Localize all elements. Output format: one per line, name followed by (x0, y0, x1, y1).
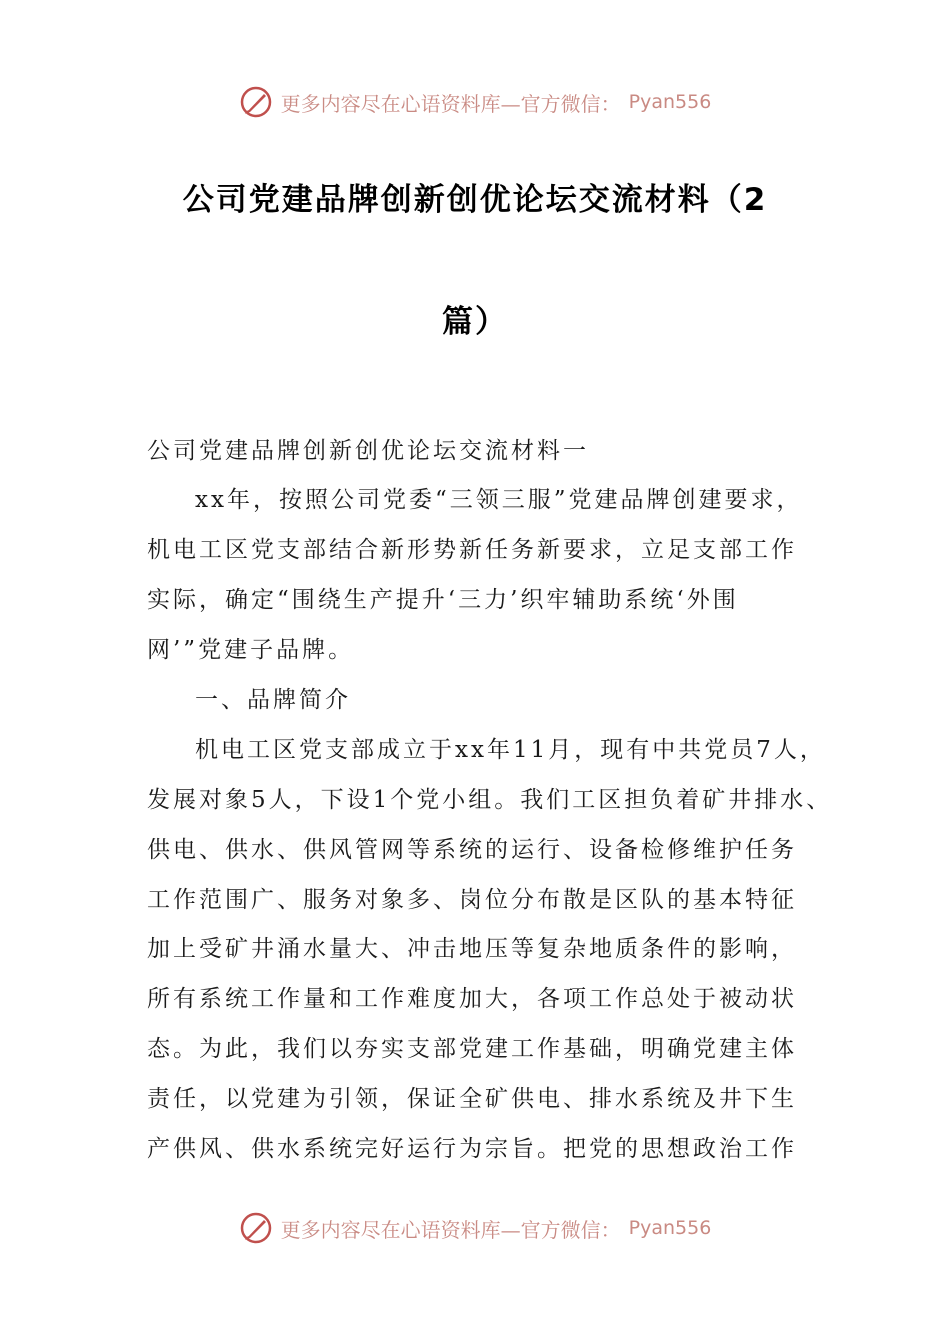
footer-watermark (0, 1208, 950, 1248)
paragraph-line: xx年，按照公司党委“三领三服”党建品牌创建要求， (195, 487, 803, 513)
watermark-text: 更多内容尽在心语资料库—官方微信： (280, 91, 621, 116)
paragraph-line: 网’”党建子品牌。 (147, 637, 355, 663)
paragraph-line: 工作范围广、服务对象多、岗位分布散是区队的基本特征 (147, 887, 797, 913)
paragraph-line: 供电、供水、供风管网等系统的运行、设备检修维护任务 (147, 837, 797, 863)
quill-pen-logo-icon (239, 1211, 273, 1245)
paragraph-line: 产供风、供水系统完好运行为宗旨。把党的思想政治工作 (147, 1136, 797, 1162)
paragraph-line: 机电工区党支部结合新形势新任务新要求，立足支部工作 (147, 537, 797, 563)
paragraph-line: 加上受矿井涌水量大、冲击地压等复杂地质条件的影响， (147, 936, 797, 962)
paragraph-line: 实际，确定“围绕生产提升‘三力’织牢辅助系统‘外围 (147, 587, 739, 613)
quill-pen-logo-icon (239, 85, 273, 119)
paragraph-line: 发展对象5人，下设1个党小组。我们工区担负着矿井排水、 (147, 787, 833, 813)
watermark-wechat-id: Pyan556 (628, 1217, 712, 1239)
paragraph-line: 机电工区党支部成立于xx年11月，现有中共党员7人， (195, 737, 826, 763)
watermark-wechat-id: Pyan556 (628, 91, 712, 113)
watermark-text: 更多内容尽在心语资料库—官方微信： (280, 1217, 621, 1242)
document-subtitle: 公司党建品牌创新创优论坛交流材料一 (147, 438, 589, 464)
paragraph-line: 态。为此，我们以夯实支部党建工作基础，明确党建主体 (147, 1036, 797, 1062)
paragraph-line: 所有系统工作量和工作难度加大，各项工作总处于被动状 (147, 986, 797, 1012)
document-title-line-1: 公司党建品牌创新创优论坛交流材料（2 (182, 182, 768, 218)
section-heading: 一、品牌简介 (195, 687, 351, 713)
paragraph-line: 责任，以党建为引领，保证全矿供电、排水系统及井下生 (147, 1086, 797, 1112)
header-watermark (0, 82, 950, 122)
document-title-line-2: 篇） (442, 304, 508, 340)
